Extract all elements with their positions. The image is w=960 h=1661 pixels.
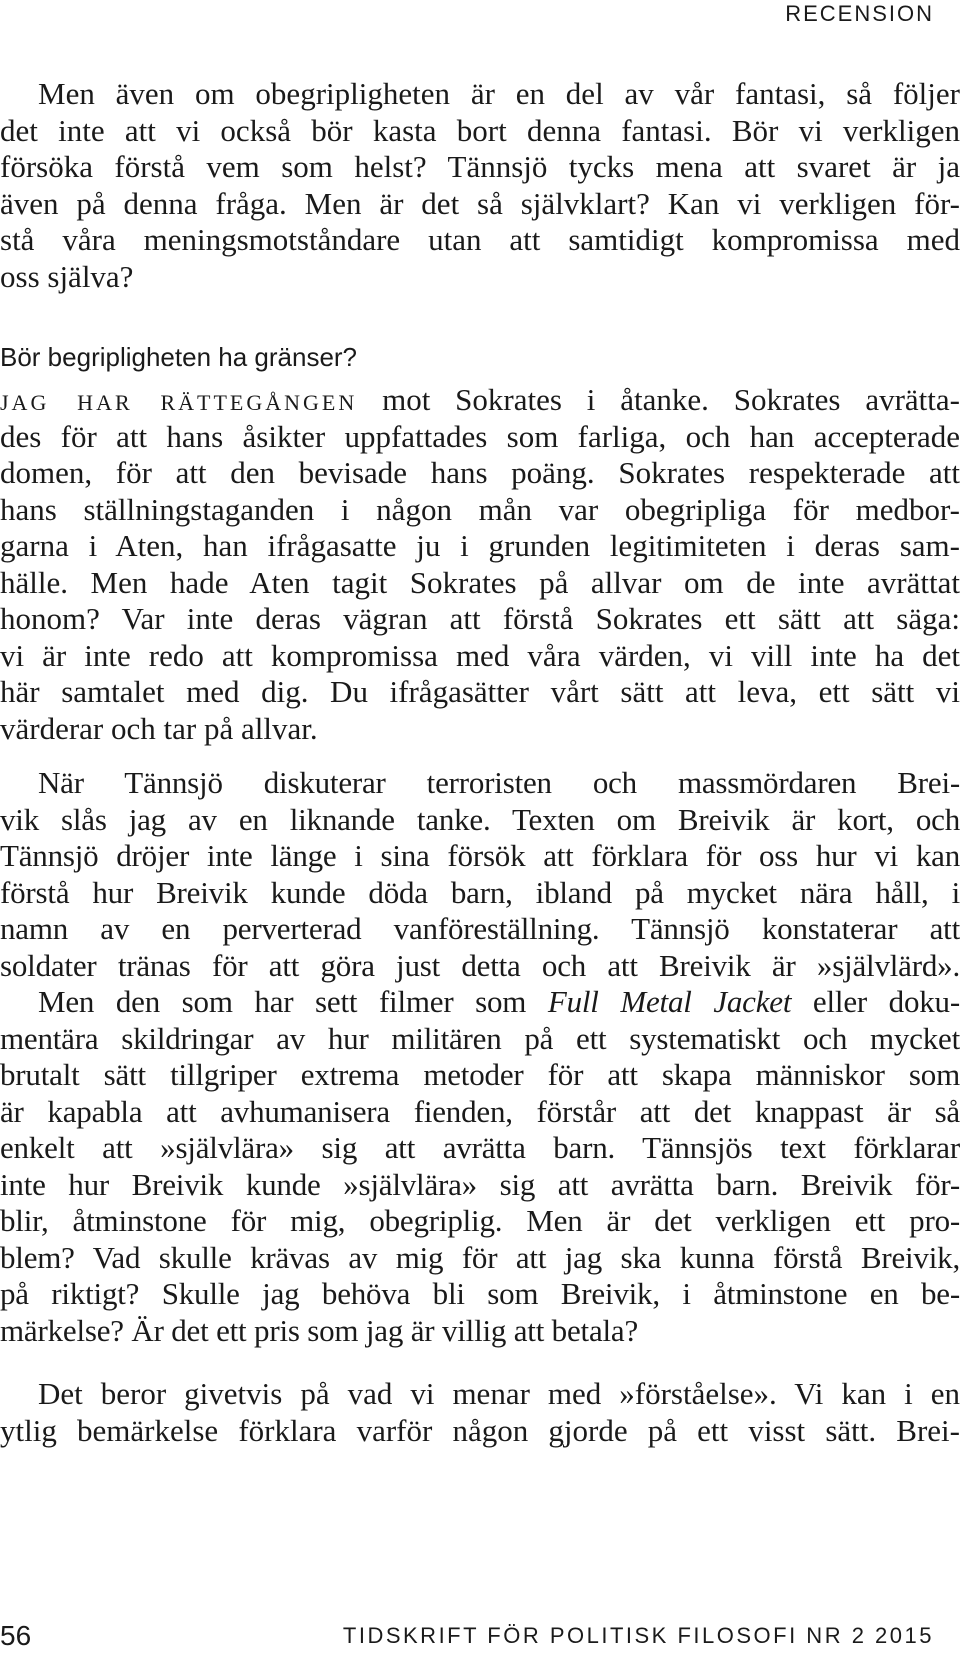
text-line: garna i Aten, han ifrågasatte ju i grunden legitimiteten i deras sam-	[0, 528, 960, 563]
text-line: mentära skildringar av hur militären på ett systematiskt och mycket	[0, 1020, 960, 1056]
text-line: enkelt att »självlära» sig att avrätta barn. Tännsjös text förklarar	[0, 1130, 960, 1165]
text-line: hans ställningstaganden i någon mån var obegripliga för medbor-	[0, 491, 960, 527]
text-line: Men även om obegripligheten är en del av vår fantasi, så följer	[38, 76, 960, 111]
text-line: stå våra meningsmotståndare utan att samtidigt kompromissa med	[0, 222, 960, 257]
text-line: försöka förstå vem som helst? Tännsjö tycks mena att svaret är ja	[0, 149, 960, 184]
text-line: värderar och tar på allvar.	[0, 710, 318, 746]
text-line: brutalt sätt tillgriper extrema metoder för att skapa människor som	[0, 1057, 960, 1092]
text-fragment: mot Sokrates i åtanke. Sokrates avrätta-	[357, 382, 960, 417]
text-line: är kapabla att avhumanisera fienden, förstår att det knappast är så	[0, 1093, 960, 1129]
text-line: blem? Vad skulle krävas av mig för att jag ska kunna förstå Breivik,	[0, 1239, 960, 1275]
film-title: Full Metal Jacket	[547, 984, 792, 1019]
section-heading: Bör begripligheten ha gränser?	[0, 342, 358, 372]
paragraph-4	[0, 1376, 960, 1449]
text-fragment: Men den som har sett filmer som	[38, 984, 548, 1019]
text-line: domen, för att den bevisade hans poäng. Sokrates respekterade att	[0, 455, 960, 490]
text-line: märkelse? Är det ett pris som jag är villig att betala?	[0, 1312, 639, 1348]
text-line: här samtalet med dig. Du ifrågasätter vårt sätt att leva, ett sätt vi	[0, 674, 960, 709]
text-line: oss själva?	[0, 258, 134, 294]
text-line: inte hur Breivik kunde »självlära» sig att avrätta barn. Breivik för-	[0, 1166, 960, 1202]
text-line: des för att hans åsikter uppfattades som farliga, och han accepterade	[0, 418, 960, 454]
page-number: 56	[0, 1620, 32, 1651]
paragraph-1	[0, 76, 960, 295]
lead-in-smallcaps: jag har rättegången	[0, 382, 358, 417]
paragraph-3	[0, 765, 960, 1349]
journal-name: TIDSKRIFT FÖR POLITISK FILOSOFI NR 2 2015	[342, 1623, 934, 1648]
text-line: även på denna fråga. Men är det så självklart? Kan vi verkligen för-	[0, 185, 960, 221]
text-line: Tännsjö dröjer inte länge i sina försök att förklara för oss hur vi kan	[0, 838, 960, 873]
text-line: på riktigt? Skulle jag behöva bli som Breivik, i åtminstone en be-	[0, 1276, 960, 1311]
text-line: blir, åtminstone för mig, obegriplig. Men är det verkligen ett pro-	[0, 1203, 960, 1238]
text-line: soldater tränas för att göra just detta och att Breivik är »självlärd».	[0, 947, 960, 983]
text-line: Det beror givetvis på vad vi menar med »förståelse». Vi kan i en	[38, 1376, 960, 1411]
section-label: RECENSION	[785, 1, 934, 26]
text-line: hälle. Men hade Aten tagit Sokrates på allvar om de inte avrättat	[0, 564, 960, 600]
text-line: förstå hur Breivik kunde döda barn, ibland på mycket nära håll, i	[0, 874, 960, 910]
text-fragment: eller doku-	[791, 984, 960, 1019]
text-line: vi är inte redo att kompromissa med våra värden, vi vill inte ha det	[0, 637, 960, 673]
text-line: namn av en perverterad vanföreställning. Tännsjö konstaterar att	[0, 911, 960, 946]
text-line: När Tännsjö diskuterar terroristen och massmördaren Brei-	[38, 765, 960, 800]
text-line: det inte att vi också bör kasta bort denna fantasi. Bör vi verkligen	[0, 112, 960, 148]
paragraph-2	[0, 382, 960, 747]
text-line	[0, 382, 960, 419]
text-line: vik slås jag av en liknande tanke. Texten om Breivik är kort, och	[0, 801, 960, 837]
text-line: honom? Var inte deras vägran att förstå Sokrates ett sätt att säga:	[0, 601, 960, 636]
text-line: ytlig bemärkelse förklara varför någon gjorde på ett visst sätt. Brei-	[0, 1412, 960, 1448]
text-line	[0, 984, 960, 1021]
